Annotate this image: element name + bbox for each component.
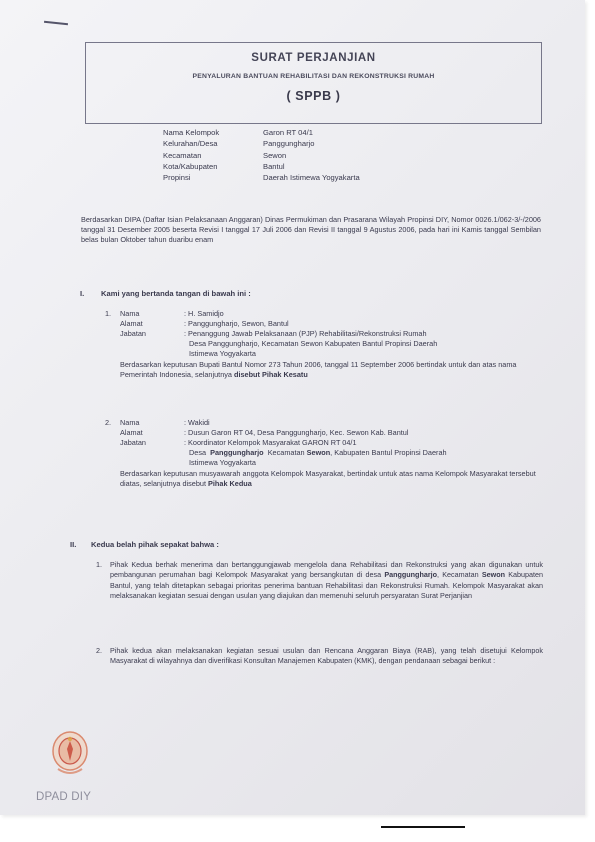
info-label: Kota/Kabupaten [163, 161, 218, 171]
name-value: : Wakidi [184, 418, 210, 427]
clause-segment: Kabupaten Bantul, yang telah ditetapkan sebagai prioritas penerima bantuan Rehabilitasi dan Rekonstruksi Rumah. Kelompok Masyarakat akan melaksanakan kegiatan sesuai dengan usulan yang diajukan dan memenuhi seluruh persyaratan Surat Perjanjian [110, 570, 543, 600]
clause-segment: , Kecamatan [437, 570, 479, 580]
document-code: ( SPPB ) [286, 89, 341, 103]
section-title: Kedua belah pihak sepakat bahwa : [91, 540, 219, 549]
address-label: Alamat [120, 319, 143, 328]
info-value: Sewon [263, 150, 287, 160]
note-text: Berdasarkan keputusan Bupati Bantul Nomor 273 Tahun 2006, tanggal 11 September 2006 bertindak untuk dan atas nama Pemerintah Indonesia, selanjutnya [120, 360, 517, 379]
info-label: Kelurahan/Desa [163, 139, 218, 149]
info-row [163, 127, 360, 138]
clause-2 [88, 646, 543, 667]
section-number: I. [80, 289, 85, 298]
document-subtitle: PENYALURAN BANTUAN REHABILITASI DAN REKONSTRUKSI RUMAH [192, 73, 435, 80]
name-label: Nama [120, 418, 140, 427]
position-label: Jabatan [120, 329, 146, 338]
clause-text [110, 560, 543, 601]
info-row [163, 161, 360, 172]
position-label: Jabatan [120, 438, 146, 447]
position-value-line-3: Istimewa Yogyakarta [189, 458, 256, 467]
village-name: Panggungharjo [210, 448, 264, 457]
position-value-line-3: Istimewa Yogyakarta [189, 349, 256, 358]
corner-mark [44, 21, 68, 25]
party-1-note [120, 360, 545, 380]
village-name: Panggungharjo [384, 570, 438, 580]
group-info [163, 127, 360, 183]
name-label: Nama [120, 309, 140, 318]
address-value: : Panggungharjo, Sewon, Bantul [184, 319, 289, 328]
clause-number: 1. [96, 560, 102, 569]
info-row [163, 172, 360, 183]
party-2-designation: Pihak Kedua [208, 479, 252, 488]
position-text: , Kabupaten Bantul Propinsi Daerah [330, 448, 447, 457]
dpad-seal-logo [49, 729, 91, 779]
info-label: Propinsi [163, 173, 191, 183]
position-value-line-2: Desa Panggungharjo, Kecamatan Sewon Kabupaten Bantul Propinsi Daerah [189, 339, 438, 348]
party-2-note [120, 469, 545, 489]
district-name: Sewon [481, 570, 505, 580]
party-number: 1. [105, 309, 112, 318]
info-label: Kecamatan [163, 150, 202, 160]
info-value: Garon RT 04/1 [263, 128, 313, 137]
info-value: Panggungharjo [263, 139, 315, 149]
info-label: Nama Kelompok [163, 128, 220, 137]
intro-paragraph: Berdasarkan DIPA (Daftar Isian Pelaksanaan Anggaran) Dinas Permukiman dan Prasarana Wilayah Propinsi DIY, Nomor 0026.1/062-3/-/2006 tanggal 31 Desember 2005 beserta Revisi I tanggal 17 Juli 2006 dan Revisi II tanggal 9 Agustus 2006, pada hari ini Kamis tanggal Sembilan belas bulan Oktober tahun duaribu enam [81, 215, 541, 244]
party-1 [105, 309, 545, 380]
party-1-designation: disebut Pihak Kesatu [234, 370, 308, 379]
clause-segment: Pihak Kedua berhak menerima dan bertanggungjawab mengelola dana Rehabilitasi dan Rekonstruksi yang akan digunakan untuk pembangunan perumahan bagi Kelompok Masyarakat yang bersangkutan di desa [110, 560, 543, 580]
info-value: Bantul [263, 161, 285, 171]
position-text: Desa [189, 448, 207, 457]
address-label: Alamat [120, 428, 143, 437]
title-box [85, 42, 542, 124]
party-number: 2. [105, 418, 112, 427]
section-number: II. [70, 540, 77, 549]
note-text: Berdasarkan keputusan musyawarah anggota Kelompok Masyarakat, bertindak untuk atas nama Kelompok Masyarakat tersebut diatas, selanjutnya disebut [120, 469, 536, 488]
info-row [163, 150, 360, 161]
position-value: : Penanggung Jawab Pelaksanaan (PJP) Rehabilitasi/Rekonstruksi Rumah [184, 329, 427, 338]
position-text: Kecamatan [267, 448, 305, 457]
footer-rule [381, 826, 465, 828]
district-name: Sewon [306, 448, 331, 457]
info-value: Daerah Istimewa Yogyakarta [263, 173, 360, 183]
position-value-line-2 [184, 448, 545, 458]
party-2 [105, 418, 545, 489]
info-row [163, 138, 360, 149]
section-title: Kami yang bertanda tangan di bawah ini : [101, 289, 251, 298]
document-title: SURAT PERJANJIAN [251, 52, 376, 64]
clause-number: 2. [96, 646, 102, 655]
clause-1 [88, 560, 543, 601]
clause-text: Pihak kedua akan melaksanakan kegiatan sesuai usulan dan Rencana Anggaran Biaya (RAB), yang telah disetujui Kelompok Masyarakat di wilayahnya dan diverifikasi Konsultan Manajemen Kabupaten (KMK), dengan pendanaan sebagai berikut : [110, 646, 543, 666]
position-value: : Koordinator Kelompok Masyarakat GARON RT 04/1 [184, 438, 357, 447]
name-value: : H. Samidjo [184, 309, 224, 318]
watermark-text: DPAD DIY [36, 791, 92, 803]
address-value: : Dusun Garon RT 04, Desa Panggungharjo, Kec. Sewon Kab. Bantul [184, 428, 409, 437]
